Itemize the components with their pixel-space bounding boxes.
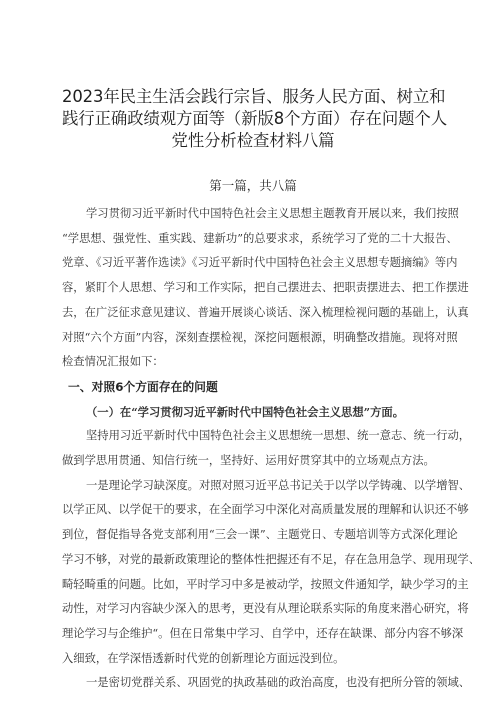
text-line: 检查情况汇报如下： [62, 355, 164, 369]
text-line: 学习贯彻习近平新时代中国特色社会主义思想主题教育开展以来，我们按照 [86, 207, 459, 220]
title-line: 党性分析检查材料八篇 [171, 131, 335, 150]
body-paragraph [62, 474, 480, 672]
text-line: 畸轻畸重的问题。比如，平时学习中多是被动学，按照文件通知学，缺少学习的主 [62, 577, 469, 591]
text-line: 一是密切党群关系、巩固党的执政基础的政治高度，也没有把所分管的领域、 [86, 676, 471, 690]
text-line: 容，紧盯个人思想、学习和工作实际，把自己摆进去、把职责摆进去、把工作摆进 [62, 281, 469, 295]
text-line: 党章、《习近平著作选读》《习近平新时代中国特色社会主义思想专题摘编》等内 [62, 256, 458, 270]
document-title [62, 86, 448, 152]
text-line: 到位，督促指导各党支部利用“三会一课”、主题党日、专题培训等方式深化理论 [62, 528, 458, 542]
text-line: 对照“六个方面”内容，深刻查摆检视，深挖问题根源，明确整改措施。现将对照 [62, 330, 458, 344]
part-subtitle: 第一篇，共八篇 [209, 178, 297, 193]
text-line: 学习不够，对党的最新政策理论的整体性把握还有不足，存在急用急学、现用现学、 [62, 552, 480, 566]
subsection-heading: （一）在“学习贯彻习近平新时代中国特色社会主义思想”方面。 [86, 404, 405, 419]
text-line: 做到学思用贯通、知信行统一，坚持好、运用好贯穿其中的立场观点方法。 [62, 454, 435, 468]
text-line: 动性，对学习内容缺少深入的思考，更没有从理论联系实际的角度来潜心研究，将 [62, 602, 469, 616]
text-line: 理论学习与企维护“。但在日常集中学习、自学中，还存在缺课、部分内容不够深 [62, 626, 464, 640]
section-heading: 一、对照6个方面存在的问题 [68, 379, 218, 394]
text-line: 一是理论学习缺深度。对照对照习近平总书记关于以学以学铸魂、以学增智、 [86, 478, 471, 492]
body-paragraph [62, 424, 471, 473]
intro-paragraph [62, 202, 469, 375]
text-line: 坚持用习近平新时代中国特色社会主义思想统一思想、统一意志、统一行动， [86, 429, 471, 443]
text-line: “学思想、强党性、重实践、建新功”的总要求求，系统学习了党的二十大报告、 [62, 231, 458, 245]
text-line: 入细致，在学深悟透新时代党的创新理论方面远没到位。 [62, 651, 345, 665]
title-line: 2023年民主生活会践行宗旨、服务人民方面、树立和 [62, 87, 446, 106]
title-line: 践行正确政绩观方面等（新版8个方面）存在问题个人 [62, 109, 448, 128]
text-line: 以学正风、以学促干的要求，在全面学习中深化对高质量发展的理解和认识还不够 [62, 503, 469, 517]
text-line: 去，在广泛征求意见建议、普遍开展谈心谈话、深入梳理检视问题的基础上，认真 [62, 305, 469, 319]
body-paragraph [62, 671, 471, 696]
